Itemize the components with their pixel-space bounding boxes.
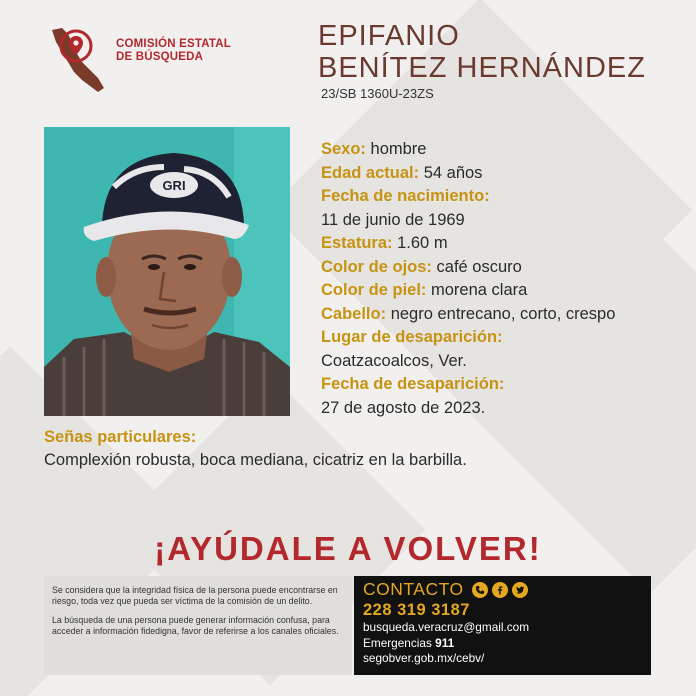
detail-fecha-label-row xyxy=(321,373,615,397)
emergencias-label: Emergencias xyxy=(363,635,432,650)
logo-line2: DE BÚSQUEDA xyxy=(116,51,204,63)
logo-line1: COMISIÓN ESTATAL xyxy=(116,38,231,50)
contact-website[interactable]: segobver.gob.mx/cebv/ xyxy=(363,651,485,665)
person-first-name: EPIFANIO xyxy=(318,20,460,52)
detail-label: Fecha de desaparición: xyxy=(321,375,505,393)
detail-value: 1.60 m xyxy=(397,234,448,252)
disclaimer-paragraph-2: La búsqueda de una persona puede generar información confusa, para acceder a información fidedigna, favor de referirse a los canales oficiales. xyxy=(52,615,339,636)
person-details xyxy=(321,138,615,420)
detail-lugar-label-row xyxy=(321,326,615,350)
disclaimer-box xyxy=(44,576,352,675)
detail-label: Color de ojos: xyxy=(321,257,432,276)
detail-piel xyxy=(321,279,615,303)
contact-emergencias xyxy=(363,636,642,652)
case-id: 23/SB 1360U-23ZS xyxy=(321,86,434,101)
person-photo xyxy=(44,127,290,416)
detail-fecha-desaparicion: 27 de agosto de 2023. xyxy=(321,398,486,417)
person-last-name: BENÍTEZ HERNÁNDEZ xyxy=(318,52,646,84)
detail-label: Sexo: xyxy=(321,140,366,158)
slogan: ¡AYÚDALE A VOLVER! xyxy=(154,530,542,567)
contact-box xyxy=(354,576,651,675)
detail-sexo xyxy=(321,138,615,162)
detail-value: hombre xyxy=(370,140,427,158)
logo-text xyxy=(116,38,231,64)
detail-ojos xyxy=(321,256,615,280)
detail-value: 54 años xyxy=(423,163,483,182)
detail-label: Cabello: xyxy=(321,304,387,323)
detail-value: negro entrecano, corto, crespo xyxy=(390,304,616,323)
logo xyxy=(46,26,246,96)
svg-text:GRI: GRI xyxy=(162,178,186,193)
detail-lugar: Coatzacoalcos, Ver. xyxy=(321,351,467,370)
detail-value: morena clara xyxy=(431,281,528,299)
disclaimer-paragraph-1: Se considera que la integridad física de la persona puede encontrarse en riesgo, toda vez que pueda ser víctima de la comisión de un delito. xyxy=(52,585,338,606)
contact-phone[interactable]: 228 319 3187 xyxy=(363,601,470,619)
detail-label: Estatura: xyxy=(321,234,393,252)
emergencias-number[interactable]: 911 xyxy=(435,635,455,650)
detail-edad xyxy=(321,162,615,186)
detail-estatura xyxy=(321,232,615,256)
detail-value: café oscuro xyxy=(436,257,522,276)
detail-nacimiento-label-row xyxy=(321,185,615,209)
contact-title: CONTACTO xyxy=(363,579,464,599)
detail-nacimiento: 11 de junio de 1969 xyxy=(321,210,465,229)
twitter-icon[interactable] xyxy=(512,582,528,598)
veracruz-map-icon xyxy=(46,26,112,96)
detail-cabello xyxy=(321,303,615,327)
detail-label: Fecha de nacimiento: xyxy=(321,187,490,205)
marks-label: Señas particulares: xyxy=(44,428,197,446)
marks-value: Complexión robusta, boca mediana, cicatriz en la barbilla. xyxy=(44,451,467,469)
detail-label: Color de piel: xyxy=(321,281,427,299)
contact-icons xyxy=(472,582,532,598)
phone-icon[interactable] xyxy=(472,582,488,598)
contact-header xyxy=(363,579,642,600)
detail-label: Edad actual: xyxy=(321,163,420,182)
person-name xyxy=(318,20,646,84)
facebook-icon[interactable] xyxy=(492,582,508,598)
contact-email[interactable]: busqueda.veracruz@gmail.com xyxy=(363,620,530,634)
detail-label: Lugar de desaparición: xyxy=(321,328,503,346)
